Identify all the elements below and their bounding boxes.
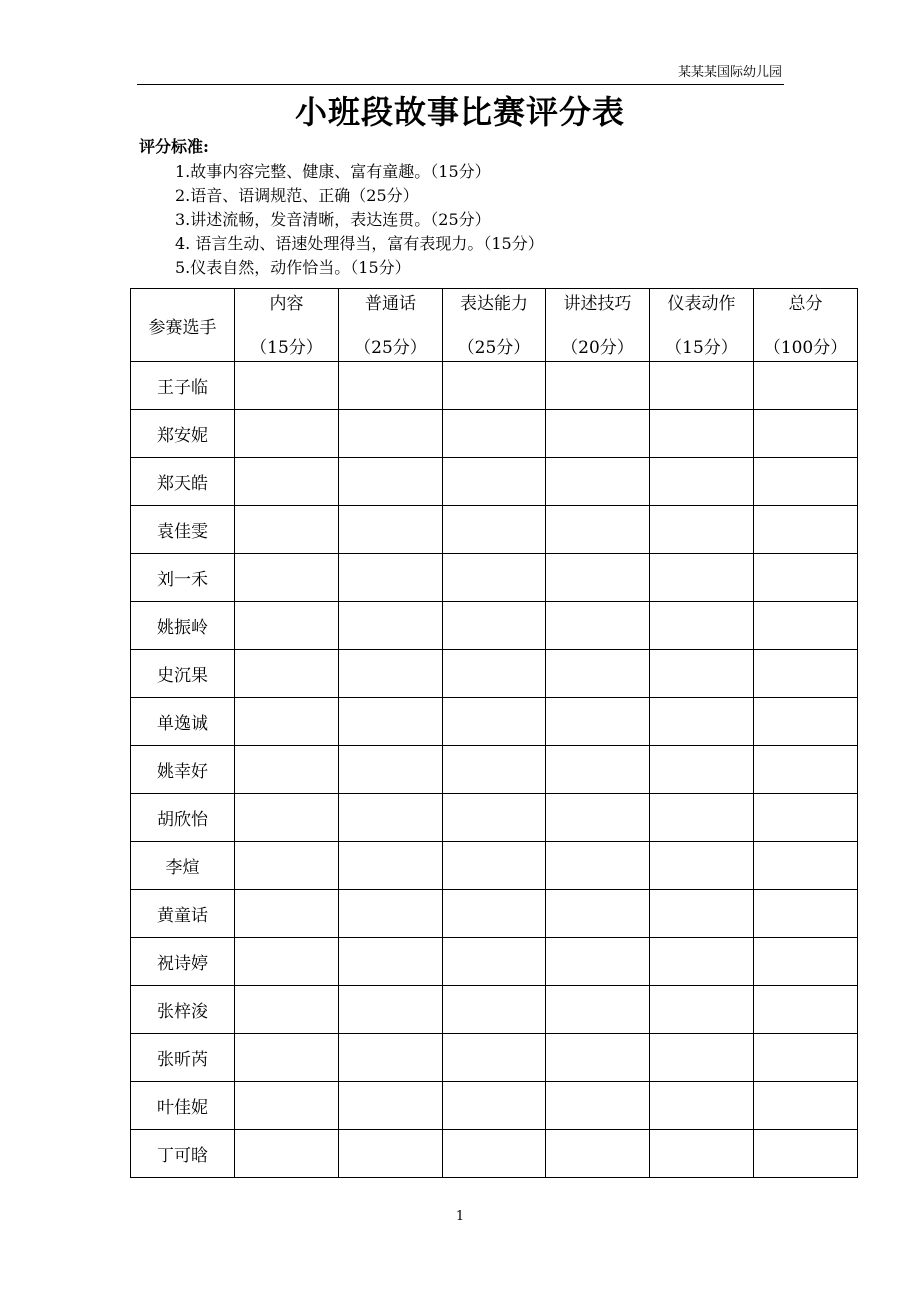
column-header-expression [443, 289, 546, 362]
score-cell[interactable] [235, 842, 339, 890]
contestant-name: 姚幸好 [131, 746, 235, 794]
score-cell[interactable] [650, 1082, 754, 1130]
score-cell[interactable] [443, 362, 546, 410]
score-cell[interactable] [339, 698, 443, 746]
score-cell[interactable] [650, 890, 754, 938]
score-cell[interactable] [754, 938, 858, 986]
column-header-appearance [650, 289, 754, 362]
contestant-name: 李煊 [131, 842, 235, 890]
table-row [131, 602, 858, 650]
contestant-name: 刘一禾 [131, 554, 235, 602]
score-cell[interactable] [339, 650, 443, 698]
criteria-list [175, 160, 544, 280]
score-cell[interactable] [443, 986, 546, 1034]
table-header-row [131, 289, 858, 362]
criteria-item: 4. 语言生动、语速处理得当，富有表现力。（15分） [175, 234, 544, 253]
contestant-name: 黄童话 [131, 890, 235, 938]
score-cell[interactable] [650, 650, 754, 698]
score-cell[interactable] [754, 650, 858, 698]
column-header-points: （20分） [561, 338, 634, 358]
column-header-points: （15分） [250, 338, 323, 358]
score-cell[interactable] [650, 938, 754, 986]
score-cell[interactable] [546, 746, 650, 794]
score-cell[interactable] [650, 458, 754, 506]
score-cell[interactable] [443, 1082, 546, 1130]
contestant-name: 郑安妮 [131, 410, 235, 458]
score-cell[interactable] [546, 554, 650, 602]
score-cell[interactable] [650, 986, 754, 1034]
score-cell[interactable] [546, 458, 650, 506]
contestant-name: 张梓浚 [131, 986, 235, 1034]
score-cell[interactable] [339, 1034, 443, 1082]
table-row [131, 650, 858, 698]
score-cell[interactable] [339, 410, 443, 458]
header-org-name: 某某某国际幼儿园 [677, 65, 782, 80]
score-cell[interactable] [754, 1082, 858, 1130]
table-row [131, 1130, 858, 1178]
contestant-name: 张昕芮 [131, 1034, 235, 1082]
column-header-label: 讲述技巧 [563, 294, 632, 314]
score-cell[interactable] [235, 1034, 339, 1082]
score-cell[interactable] [235, 1082, 339, 1130]
column-header-label: 参赛选手 [148, 317, 217, 338]
score-cell[interactable] [650, 1130, 754, 1178]
table-row [131, 746, 858, 794]
score-cell[interactable] [754, 890, 858, 938]
contestant-name: 袁佳雯 [131, 506, 235, 554]
criteria-item: 1.故事内容完整、健康、富有童趣。（15分） [175, 162, 491, 181]
contestant-name: 叶佳妮 [131, 1082, 235, 1130]
column-header-points: （25分） [354, 338, 427, 358]
score-cell[interactable] [339, 554, 443, 602]
score-cell[interactable] [235, 746, 339, 794]
score-cell[interactable] [443, 506, 546, 554]
score-cell[interactable] [754, 794, 858, 842]
criteria-heading: 评分标准: [139, 137, 209, 156]
column-header-points: （15分） [665, 338, 738, 358]
score-cell[interactable] [339, 506, 443, 554]
column-header-label: 表达能力 [460, 294, 528, 314]
score-cell[interactable] [650, 794, 754, 842]
score-cell[interactable] [339, 986, 443, 1034]
score-cell[interactable] [546, 794, 650, 842]
table-row [131, 842, 858, 890]
column-header-label: 普通话 [365, 294, 416, 314]
criteria-item: 2.语音、语调规范、正确（25分） [175, 186, 419, 205]
table-row [131, 458, 858, 506]
score-cell[interactable] [443, 458, 546, 506]
score-cell[interactable] [339, 938, 443, 986]
table-row [131, 554, 858, 602]
score-cell[interactable] [235, 890, 339, 938]
score-cell[interactable] [754, 698, 858, 746]
criteria-item: 3.讲述流畅，发音清晰，表达连贯。（25分） [175, 210, 491, 229]
score-cell[interactable] [235, 410, 339, 458]
table-row [131, 794, 858, 842]
score-cell[interactable] [443, 650, 546, 698]
score-cell[interactable] [650, 554, 754, 602]
table-row [131, 1034, 858, 1082]
score-cell[interactable] [339, 746, 443, 794]
score-cell[interactable] [546, 1130, 650, 1178]
criteria-item: 5.仪表自然，动作恰当。（15分） [175, 258, 411, 277]
score-cell[interactable] [443, 1034, 546, 1082]
score-cell[interactable] [235, 458, 339, 506]
column-header-points: （100分） [763, 338, 848, 358]
score-cell[interactable] [754, 1130, 858, 1178]
score-cell[interactable] [235, 362, 339, 410]
score-table [130, 288, 858, 1178]
score-cell[interactable] [546, 986, 650, 1034]
contestant-name: 祝诗婷 [131, 938, 235, 986]
score-cell[interactable] [754, 554, 858, 602]
header-rule [137, 84, 784, 85]
column-header-label: 总分 [788, 294, 823, 314]
contestant-name: 史沉果 [131, 650, 235, 698]
score-cell[interactable] [650, 362, 754, 410]
score-cell[interactable] [443, 1130, 546, 1178]
score-cell[interactable] [754, 362, 858, 410]
score-cell[interactable] [754, 506, 858, 554]
score-cell[interactable] [650, 746, 754, 794]
score-cell[interactable] [235, 602, 339, 650]
score-cell[interactable] [235, 698, 339, 746]
score-cell[interactable] [546, 1082, 650, 1130]
page-number: 1 [455, 1209, 465, 1224]
column-header-mandarin [339, 289, 443, 362]
score-table-body [131, 362, 858, 1178]
score-cell[interactable] [754, 746, 858, 794]
score-cell[interactable] [339, 458, 443, 506]
score-cell[interactable] [546, 506, 650, 554]
score-cell[interactable] [546, 890, 650, 938]
contestant-name: 郑天皓 [131, 458, 235, 506]
score-cell[interactable] [546, 362, 650, 410]
column-header-label: 仪表动作 [667, 294, 736, 314]
score-cell[interactable] [235, 794, 339, 842]
column-header-contestant [131, 289, 235, 362]
score-cell[interactable] [339, 1082, 443, 1130]
table-row [131, 986, 858, 1034]
score-cell[interactable] [339, 842, 443, 890]
score-cell[interactable] [235, 650, 339, 698]
column-header-label: 内容 [269, 294, 304, 314]
score-cell[interactable] [339, 794, 443, 842]
score-cell[interactable] [754, 410, 858, 458]
column-header-technique [546, 289, 650, 362]
score-cell[interactable] [443, 890, 546, 938]
column-header-total [754, 289, 858, 362]
score-cell[interactable] [754, 458, 858, 506]
column-header-content [235, 289, 339, 362]
score-cell[interactable] [339, 602, 443, 650]
score-cell[interactable] [443, 746, 546, 794]
table-row [131, 362, 858, 410]
score-cell[interactable] [443, 554, 546, 602]
table-row [131, 506, 858, 554]
score-cell[interactable] [650, 506, 754, 554]
score-cell[interactable] [443, 602, 546, 650]
score-cell[interactable] [754, 1034, 858, 1082]
score-cell[interactable] [650, 842, 754, 890]
score-cell[interactable] [546, 698, 650, 746]
score-cell[interactable] [339, 362, 443, 410]
table-row [131, 1082, 858, 1130]
score-cell[interactable] [650, 602, 754, 650]
score-cell[interactable] [546, 650, 650, 698]
score-cell[interactable] [443, 794, 546, 842]
column-header-points: （25分） [457, 338, 531, 358]
score-cell[interactable] [546, 410, 650, 458]
page-title: 小班段故事比赛评分表 [294, 93, 625, 131]
score-cell[interactable] [754, 602, 858, 650]
score-cell[interactable] [754, 986, 858, 1034]
contestant-name: 王子临 [131, 362, 235, 410]
score-cell[interactable] [443, 842, 546, 890]
contestant-name: 胡欣怡 [131, 794, 235, 842]
contestant-name: 丁可晗 [131, 1130, 235, 1178]
table-row [131, 890, 858, 938]
score-cell[interactable] [546, 938, 650, 986]
score-cell[interactable] [650, 698, 754, 746]
score-cell[interactable] [339, 1130, 443, 1178]
score-cell[interactable] [235, 554, 339, 602]
contestant-name: 姚振岭 [131, 602, 235, 650]
score-cell[interactable] [754, 842, 858, 890]
table-row [131, 698, 858, 746]
score-cell[interactable] [546, 1034, 650, 1082]
score-cell[interactable] [235, 986, 339, 1034]
score-cell[interactable] [650, 410, 754, 458]
table-row [131, 938, 858, 986]
score-cell[interactable] [235, 938, 339, 986]
score-cell[interactable] [235, 1130, 339, 1178]
table-row [131, 410, 858, 458]
score-cell[interactable] [339, 890, 443, 938]
score-cell[interactable] [546, 842, 650, 890]
score-cell[interactable] [650, 1034, 754, 1082]
score-cell[interactable] [546, 602, 650, 650]
score-cell[interactable] [443, 410, 546, 458]
score-cell[interactable] [443, 698, 546, 746]
score-cell[interactable] [235, 506, 339, 554]
contestant-name: 单逸诚 [131, 698, 235, 746]
score-cell[interactable] [443, 938, 546, 986]
